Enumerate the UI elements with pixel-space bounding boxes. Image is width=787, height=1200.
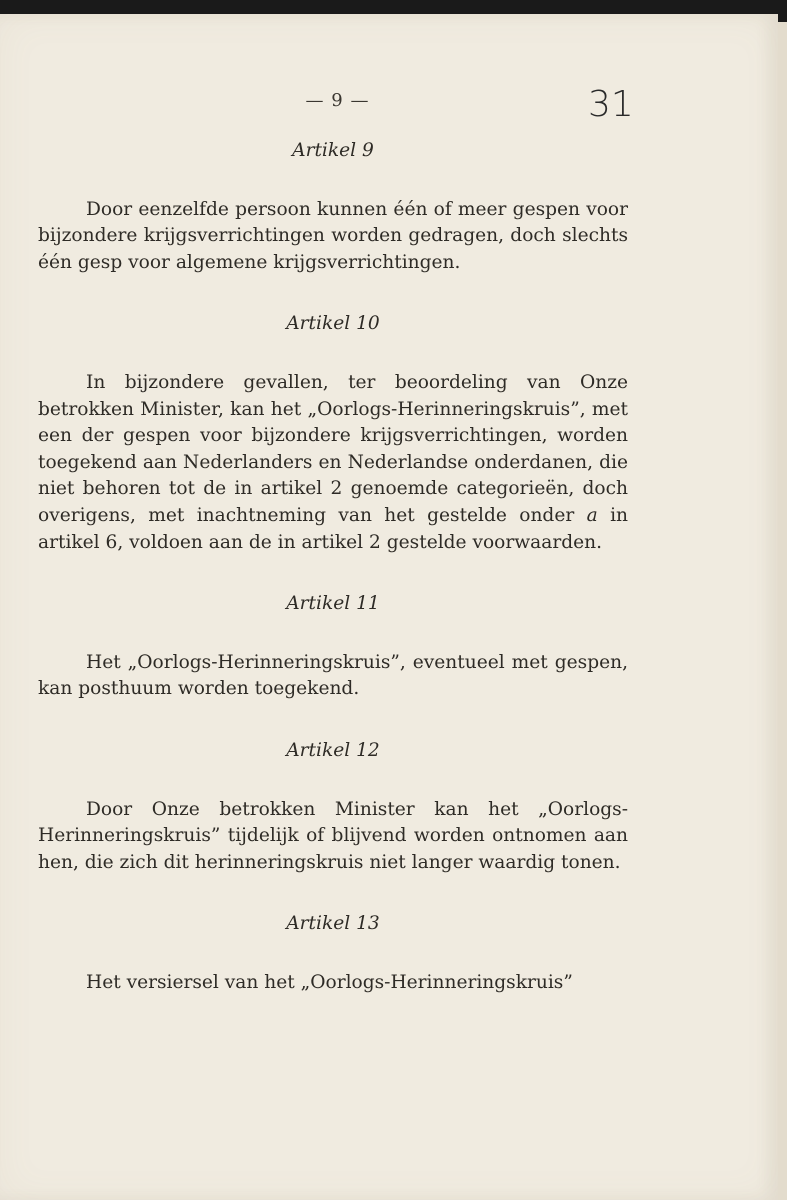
article-heading: Artikel 12 — [286, 739, 380, 761]
article-heading: Artikel 11 — [286, 593, 380, 615]
article-paragraph — [38, 370, 628, 556]
article-heading: Artikel 9 — [292, 140, 374, 161]
article-heading: Artikel 10 — [286, 313, 380, 335]
article-13 — [38, 911, 628, 996]
article-paragraph: Het „Oorlogs-Herinneringskruis”, eventueel met gespen, kan posthuum worden toegekend. — [38, 651, 628, 700]
paragraph-text: In bijzondere gevallen, ter beoordeling van Onze betrokken Minister, kan het „Oorlogs-Herinneringskruis”, met een der gespen voor bijzondere krijgsverrichtingen, worden toegekend aan Nederlanders en Nederlandse onderdanen, die niet behoren tot de in artikel 2 genoemde categorieën, doch overigens, met inachtneming van het gestelde onder — [38, 371, 628, 526]
article-paragraph: Door Onze betrokken Minister kan het „Oorlogs-Herinneringskruis” tijdelijk of blijvend worden ontnomen aan hen, die zich dit herinneringskruis niet langer waardig tonen. — [38, 798, 628, 873]
paragraph-text-rest: in artikel 6, voldoen aan de in artikel 2 gestelde voorwaarden. — [38, 504, 628, 553]
article-10 — [38, 311, 628, 556]
article-9 — [38, 138, 628, 276]
page-header — [0, 84, 787, 130]
article-heading: Artikel 13 — [286, 913, 380, 935]
scan-number: 31 — [588, 84, 634, 125]
page-number: — 9 — — [305, 90, 370, 111]
article-11 — [38, 591, 628, 703]
document-body — [38, 138, 628, 996]
page-edge — [778, 22, 787, 1200]
article-12 — [38, 738, 628, 876]
article-paragraph: Door eenzelfde persoon kunnen één of meer gespen voor bijzondere krijgsverrichtingen worden gedragen, doch slechts één gesp voor algemene krijgsverrichtingen. — [38, 198, 628, 273]
article-paragraph: Het versiersel van het „Oorlogs-Herinneringskruis” — [86, 971, 573, 993]
paragraph-italic: a — [586, 504, 598, 526]
